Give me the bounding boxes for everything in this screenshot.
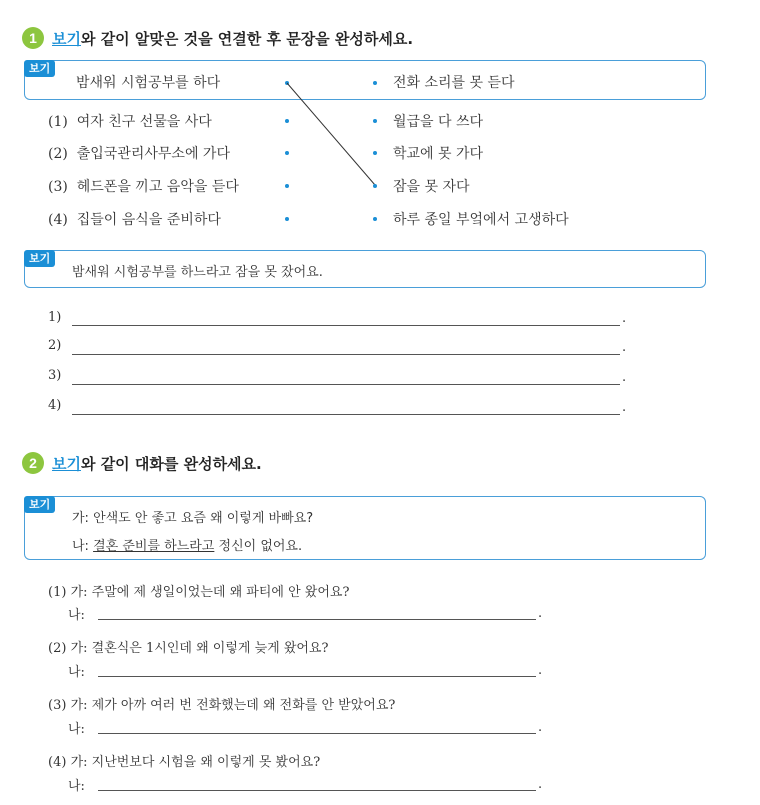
answer-line-2[interactable] bbox=[72, 354, 620, 355]
example-na-underlined: 결혼 준비를 하느라고 bbox=[93, 539, 215, 554]
answer-label: 2) bbox=[48, 338, 62, 353]
item-right-4: 하루 종일 부엌에서 고생하다 bbox=[393, 212, 569, 228]
question-number-badge: 2 bbox=[22, 452, 44, 474]
match-dot-left[interactable] bbox=[285, 119, 289, 123]
answer-line-4[interactable] bbox=[72, 414, 620, 415]
example-left-phrase: 밤새워 시험공부를 하다 bbox=[76, 75, 221, 91]
answer-period: . bbox=[622, 400, 627, 415]
dialog-item-4-ga: (4) 가: 지난번보다 시험을 왜 이렇게 못 봤어요? bbox=[48, 755, 321, 770]
item-left-2: (2) 출입국관리사무소에 가다 bbox=[48, 146, 230, 162]
answer-period: . bbox=[538, 720, 543, 735]
question-number-badge: 1 bbox=[22, 27, 44, 49]
example-right-phrase: 전화 소리를 못 듣다 bbox=[393, 75, 515, 91]
match-dot-left[interactable] bbox=[285, 151, 289, 155]
item-right-3: 잠을 못 자다 bbox=[393, 179, 470, 195]
answer-period: . bbox=[538, 606, 543, 621]
dialog-answer-line-1[interactable] bbox=[98, 619, 536, 620]
dialog-answer-line-4[interactable] bbox=[98, 790, 536, 791]
dialog-item-1-na: 나: bbox=[68, 608, 85, 623]
example-na-line: 나: 결혼 준비를 하느라고 정신이 없어요. bbox=[72, 539, 303, 554]
example-ga-line: 가: 안색도 안 좋고 요즘 왜 이렇게 바빠요? bbox=[72, 511, 314, 526]
match-dot-left[interactable] bbox=[285, 184, 289, 188]
answer-period: . bbox=[622, 311, 627, 326]
title-text: 와 같이 알맞은 것을 연결한 후 문장을 완성하세요. bbox=[80, 29, 414, 48]
match-dot-left[interactable] bbox=[285, 217, 289, 221]
question-2-heading bbox=[22, 452, 262, 474]
match-dot-right[interactable] bbox=[373, 119, 377, 123]
item-left-4: (4) 집들이 음식을 준비하다 bbox=[48, 212, 221, 228]
example-tag: 보기 bbox=[24, 60, 55, 77]
dialog-item-4-na: 나: bbox=[68, 779, 85, 794]
example-sentence: 밤새워 시험공부를 하느라고 잠을 못 잤어요. bbox=[72, 265, 323, 280]
item-left-1: (1) 여자 친구 선물을 사다 bbox=[48, 114, 212, 130]
dialog-item-3-na: 나: bbox=[68, 722, 85, 737]
dialog-item-2-na: 나: bbox=[68, 665, 85, 680]
title-keyword: 보기 bbox=[52, 29, 81, 48]
example-tag: 보기 bbox=[24, 496, 55, 513]
item-right-2: 학교에 못 가다 bbox=[393, 146, 484, 162]
answer-period: . bbox=[622, 340, 627, 355]
dialog-item-1-ga: (1) 가: 주말에 제 생일이었는데 왜 파티에 안 왔어요? bbox=[48, 585, 350, 600]
answer-period: . bbox=[622, 370, 627, 385]
question-title bbox=[52, 453, 262, 474]
item-left-3: (3) 헤드폰을 끼고 음악을 듣다 bbox=[48, 179, 239, 195]
answer-line-3[interactable] bbox=[72, 384, 620, 385]
title-keyword: 보기 bbox=[52, 454, 81, 473]
dialog-answer-line-2[interactable] bbox=[98, 676, 536, 677]
match-dot-right[interactable] bbox=[373, 184, 377, 188]
dialog-answer-line-3[interactable] bbox=[98, 733, 536, 734]
title-text: 와 같이 대화를 완성하세요. bbox=[80, 454, 262, 473]
example-tag: 보기 bbox=[24, 250, 55, 267]
answer-period: . bbox=[538, 777, 543, 792]
answer-label: 4) bbox=[48, 398, 62, 413]
dialog-item-2-ga: (2) 가: 결혼식은 1시인데 왜 이렇게 늦게 왔어요? bbox=[48, 641, 329, 656]
match-dot-right[interactable] bbox=[373, 151, 377, 155]
answer-label: 1) bbox=[48, 310, 62, 325]
dialog-item-3-ga: (3) 가: 제가 아까 여러 번 전화했는데 왜 전화를 안 받았어요? bbox=[48, 698, 396, 713]
item-right-1: 월급을 다 쓰다 bbox=[393, 114, 484, 130]
answer-line-1[interactable] bbox=[72, 325, 620, 326]
match-dot-right[interactable] bbox=[373, 217, 377, 221]
answer-period: . bbox=[538, 663, 543, 678]
answer-label: 3) bbox=[48, 368, 62, 383]
